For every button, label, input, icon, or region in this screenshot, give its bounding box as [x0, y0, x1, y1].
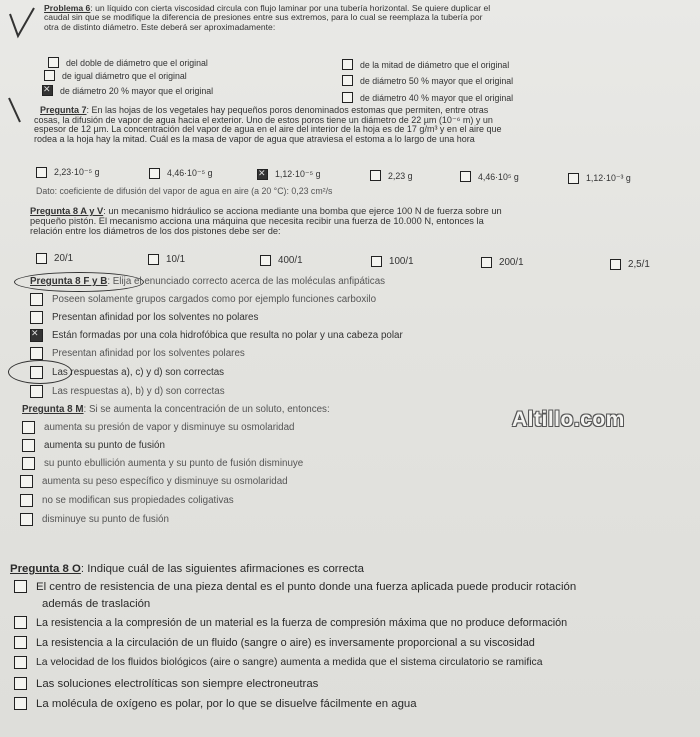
option[interactable]: 20/1 [36, 253, 73, 264]
question-pregunta-7 [0, 106, 700, 144]
question-pregunta-8-ayv [0, 206, 700, 236]
checkbox[interactable] [14, 616, 27, 629]
checkbox[interactable] [460, 171, 471, 182]
question-text: otra de distinto diámetro. Este deberá ser aproximadamente: [44, 21, 276, 32]
checkbox[interactable] [610, 259, 621, 270]
checkbox[interactable] [14, 677, 27, 690]
checkbox[interactable] [342, 59, 353, 70]
checkbox[interactable] [342, 75, 353, 86]
option[interactable]: Las respuestas a), c) y d) son correctas [30, 366, 224, 379]
option[interactable]: de diámetro 50 % mayor que el original [342, 75, 513, 86]
option[interactable]: aumenta su peso específico y disminuye su osmolaridad [20, 475, 288, 488]
checkbox-checked[interactable] [257, 169, 268, 180]
option[interactable]: La molécula de oxígeno es polar, por lo que se disuelve fácilmente en agua [14, 697, 417, 710]
option[interactable]: 10/1 [148, 254, 185, 265]
question-label: Problema 6 [44, 3, 91, 13]
handwritten-circle-mark [8, 360, 72, 384]
option[interactable]: 2,23·10⁻⁵ g [36, 167, 99, 178]
option-selected[interactable]: ✕ de diámetro 20 % mayor que el original [42, 85, 213, 96]
question-label: Pregunta 8 A y V [30, 206, 104, 216]
checkbox[interactable] [14, 636, 27, 649]
checkbox[interactable] [568, 173, 579, 184]
option[interactable]: del doble de diámetro que el original [48, 57, 208, 68]
checkbox[interactable] [48, 57, 59, 68]
option[interactable]: su punto ebullición aumenta y su punto de fusión disminuye [22, 457, 303, 470]
question-label: Pregunta 8 M [22, 404, 84, 415]
watermark-logo: Altillo.com [512, 408, 625, 431]
question-text: caudal sin que se modifique la diferencia de presiones entre sus extremos, para lo cual se reemplaza la tubería por [44, 12, 483, 23]
option[interactable]: Presentan afinidad por los solventes no polares [30, 311, 258, 324]
checkbox[interactable] [22, 439, 35, 452]
question-label: Pregunta 8 O [10, 563, 81, 575]
option[interactable]: de igual diámetro que el original [44, 70, 187, 81]
question-pregunta-8-o [10, 563, 364, 575]
checkbox[interactable] [14, 697, 27, 710]
question-text: : Si se aumenta la concentración de un soluto, entonces: [83, 404, 330, 415]
question-label: Pregunta 7 [40, 105, 87, 115]
question-text: : un líquido con cierta viscosidad circula con flujo laminar por una tubería horizontal. Se quiere duplicar el [90, 3, 491, 13]
option[interactable]: La resistencia a la compresión de un material es la fuerza de compresión máxima que no produce deformación [14, 616, 567, 629]
option[interactable]: aumenta su punto de fusión [22, 439, 165, 452]
option[interactable]: de diámetro 40 % mayor que el original [342, 92, 513, 103]
checkbox[interactable] [370, 170, 381, 181]
option[interactable]: no se modifican sus propiedades coligativas [20, 494, 234, 507]
option[interactable]: Poseen solamente grupos cargados como por ejemplo funciones carboxilo [30, 293, 376, 306]
checkbox[interactable] [342, 92, 353, 103]
checkbox[interactable] [30, 347, 43, 360]
checkbox[interactable] [481, 257, 492, 268]
checkbox[interactable] [20, 513, 33, 526]
question-text: : Elija el enunciado correcto acerca de las moléculas anfipáticas [107, 276, 386, 287]
checkbox-checked[interactable] [42, 85, 53, 96]
option[interactable]: La resistencia a la circulación de un fluido (sangre o aire) es inversamente proporcional a su viscosidad [14, 636, 535, 649]
option[interactable]: Las soluciones electrolíticas son siempre electroneutras [14, 677, 318, 690]
question-pregunta-8-m [22, 404, 330, 415]
checkbox[interactable] [44, 70, 55, 81]
option[interactable]: Las respuestas a), b) y d) son correctas [30, 385, 225, 398]
question-text: cosas, la difusión de vapor de agua hacia el exterior. Uno de estos poros tiene un diámetro de 22 µm (10⁻⁶ m) y un [34, 114, 493, 125]
checkbox[interactable] [14, 656, 27, 669]
question-text: pequeño pistón. El mecanismo acciona una máquina que necesita recibir una fuerza de 10.000 N, entonces la [30, 216, 484, 226]
question-text: espesor de 12 µm. La concentración del vapor de agua en el aire del interior de la hoja es de 17 g/m³ y en el aire que [34, 124, 502, 135]
checkbox[interactable] [30, 311, 43, 324]
option[interactable]: aumenta su presión de vapor y disminuye su osmolaridad [22, 421, 295, 434]
option[interactable]: 2,23 g [370, 170, 412, 181]
question-text: rodea a la hoja hay la mitad. Cuál es la masa de vapor de agua que atraviesa el estoma a lo largo de una hora [34, 133, 475, 144]
option[interactable]: 100/1 [371, 256, 414, 267]
checkbox-checked[interactable] [30, 329, 43, 342]
option[interactable]: El centro de resistencia de una pieza dental es el punto donde una fuerza aplicada puede producir rotación [14, 580, 576, 593]
option[interactable]: La velocidad de los fluidos biológicos (aire o sangre) aumenta a medida que el sistema circulatorio se ramifica [14, 656, 543, 669]
checkbox[interactable] [30, 293, 43, 306]
checkbox[interactable] [20, 475, 33, 488]
option[interactable]: 400/1 [260, 255, 303, 266]
checkbox[interactable] [149, 168, 160, 179]
option-continuation: además de traslación [42, 598, 151, 610]
checkbox[interactable] [22, 457, 35, 470]
option-selected[interactable]: ✕ Están formadas por una cola hidrofóbica que resulta no polar y una cabeza polar [30, 329, 403, 342]
checkbox[interactable] [22, 421, 35, 434]
question-text: : Indique cuál de las siguientes afirmaciones es correcta [80, 563, 364, 575]
option[interactable]: de la mitad de diámetro que el original [342, 59, 509, 70]
handwritten-circle-mark [14, 272, 144, 292]
option[interactable]: 1,12·10⁻³ g [568, 173, 631, 184]
option[interactable]: 4,46·10⁵ g [460, 171, 519, 182]
question-text: : En las hojas de los vegetales hay pequeños poros denominados estomas que permiten, entre otras [86, 105, 489, 115]
option-selected[interactable]: ✕ 1,12·10⁻⁵ g [257, 169, 320, 180]
checkbox[interactable] [148, 254, 159, 265]
checkbox[interactable] [30, 385, 43, 398]
checkbox[interactable] [260, 255, 271, 266]
checkbox[interactable] [36, 253, 47, 264]
question-problema-6 [0, 4, 700, 32]
checkbox[interactable] [36, 167, 47, 178]
checkbox[interactable] [20, 494, 33, 507]
checkbox[interactable] [371, 256, 382, 267]
option[interactable]: Presentan afinidad por los solventes polares [30, 347, 245, 360]
option[interactable]: 200/1 [481, 257, 524, 268]
question-text: relación entre los diámetros de los dos pistones debe ser de: [30, 226, 281, 236]
option[interactable]: disminuye su punto de fusión [20, 513, 169, 526]
question-text: : un mecanismo hidráulico se acciona mediante una bomba que ejerce 100 N de fuerza sobre un [103, 206, 502, 216]
data-note: Dato: coeficiente de difusión del vapor de agua en aire (a 20 °C): 0,23 cm²/s [36, 186, 333, 196]
question-label: Pregunta 8 F y B [30, 276, 108, 287]
checkbox[interactable] [14, 580, 27, 593]
option[interactable]: 4,46·10⁻⁵ g [149, 168, 212, 179]
option[interactable]: 2,5/1 [610, 259, 650, 270]
